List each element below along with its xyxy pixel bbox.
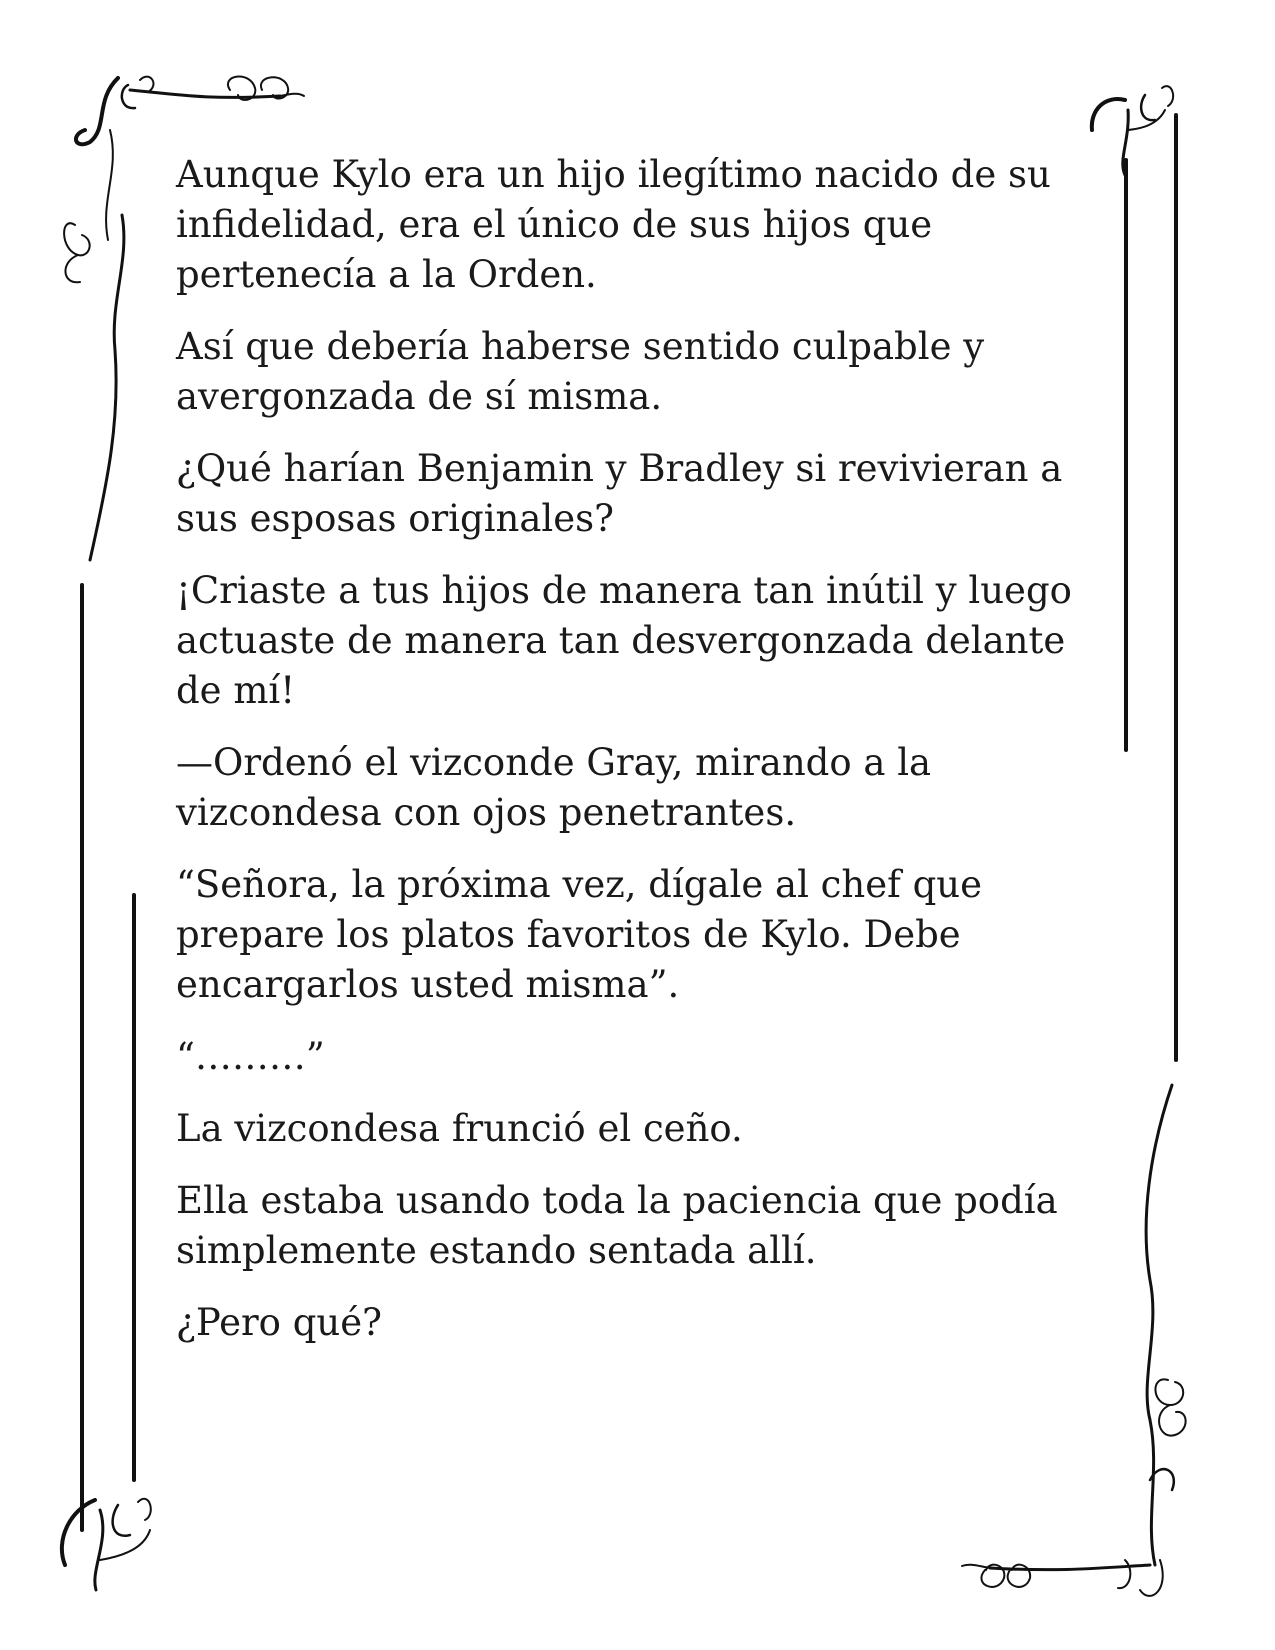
paragraph: Así que debería haberse sentido culpable y avergonzada de sí misma. — [176, 325, 985, 418]
bottom-left-flourish-icon — [62, 1499, 151, 1590]
story-text — [176, 150, 1096, 1370]
paragraph: ¿Pero qué? — [176, 1301, 382, 1344]
paragraph: “………” — [176, 1035, 325, 1078]
top-right-flourish-icon — [1092, 86, 1173, 175]
paragraph: —Ordenó el vizconde Gray, mirando a la vizcondesa con ojos penetrantes. — [176, 741, 932, 834]
paragraph: Ella estaba usando toda la paciencia que podía simplemente estando sentada allí. — [176, 1179, 1058, 1272]
paragraph: ¿Qué harían Benjamin y Bradley si revivieran a sus esposas originales? — [176, 447, 1063, 540]
paragraph: “Señora, la próxima vez, dígale al chef que prepare los platos favoritos de Kylo. Debe encargarlos usted misma”. — [176, 863, 982, 1006]
paragraph: Aunque Kylo era un hijo ilegítimo nacido de su infidelidad, era el único de sus hijos que pertenecía a la Orden. — [176, 153, 1051, 296]
paragraph: ¡Criaste a tus hijos de manera tan inútil y luego actuaste de manera tan desvergonzada delante de mí! — [176, 569, 1072, 712]
paragraph: La vizcondesa frunció el ceño. — [176, 1107, 743, 1150]
